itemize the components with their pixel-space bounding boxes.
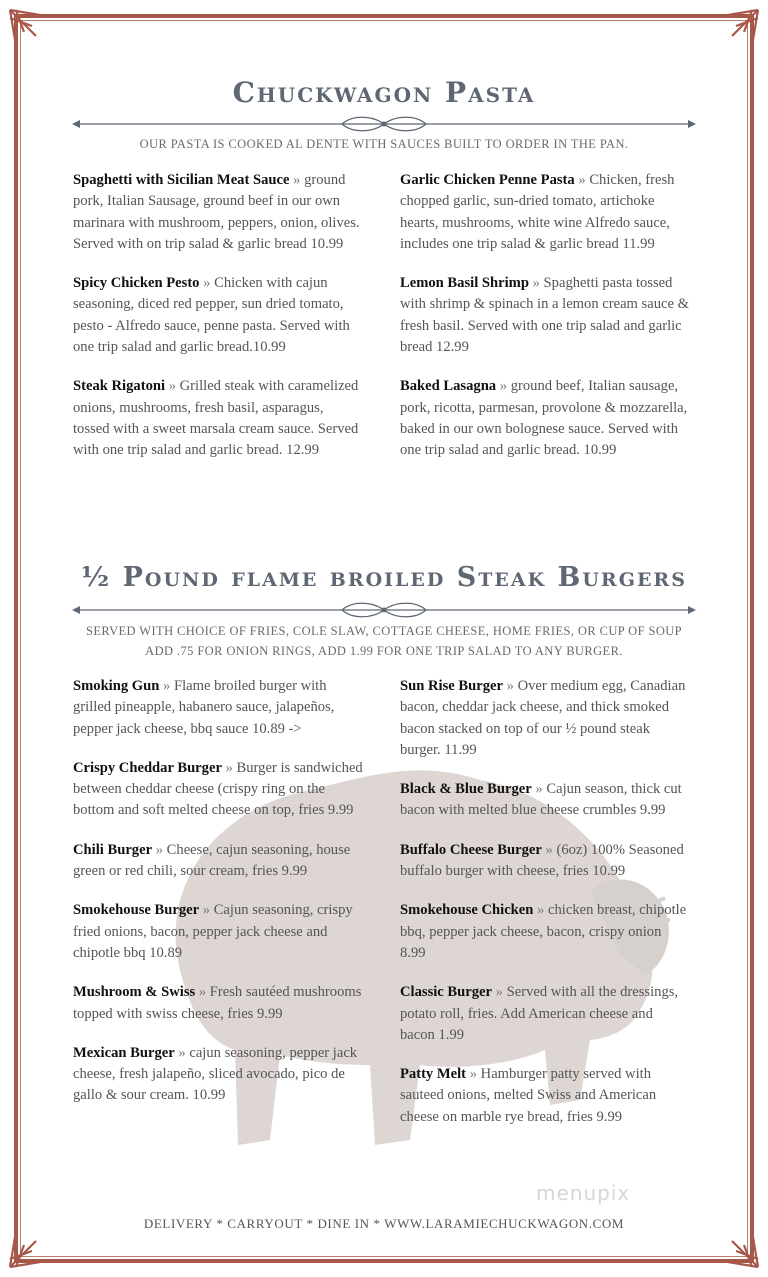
menu-item-description: (6oz) 100% Seasoned buffalo burger with cheese, fries 10.99 <box>400 841 684 880</box>
menu-item-separator: » <box>545 841 553 858</box>
menu-item-name: Mexican Burger <box>73 1044 175 1061</box>
menu-item-name: Spicy Chicken Pesto <box>73 275 200 292</box>
menu-item <box>73 1043 363 1107</box>
menu-item-separator: » <box>535 781 543 798</box>
menu-item-description: Hamburger patty served with sauteed onions, melted Swiss and American cheese on marble rye bread, fries 9.99 <box>400 1066 657 1125</box>
menu-item-name: Patty Melt <box>400 1066 467 1083</box>
menu-item-description: Served with all the dressings, potato roll, fries. Add American cheese and bacon 1.99 <box>400 984 679 1043</box>
menu-item-separator: » <box>495 984 503 1001</box>
menu-item-name: Steak Rigatoni <box>73 378 166 395</box>
burger-section-title: ½ Pound flame broiled Steak Burgers <box>81 562 687 593</box>
menu-item-separator: » <box>537 902 545 919</box>
burger-subtitle-line-1: SERVED WITH CHOICE OF FRIES, COLE SLAW, COTTAGE CHEESE, HOME FRIES, OR CUP OF SOUP <box>85 624 683 638</box>
menu-item-separator: » <box>178 1044 186 1061</box>
menu-item-name: Classic Burger <box>400 984 493 1001</box>
menu-item-description: ground beef, Italian sausage, pork, ricotta, parmesan, provolone & mozzarella, baked in our own bolognese sauce. Served with one trip salad and garlic bread. 10.99 <box>400 378 688 459</box>
menu-item-separator: » <box>202 902 211 919</box>
menu-item <box>73 170 363 255</box>
menu-item <box>73 676 363 740</box>
menu-item-separator: » <box>163 678 171 694</box>
pasta-section-title: Chuckwagon Pasta <box>232 76 536 109</box>
menu-item <box>400 840 690 883</box>
menu-item-name: Mushroom & Swiss <box>73 984 196 1001</box>
menu-item <box>400 900 690 964</box>
menu-item-name: Crispy Cheddar Burger <box>73 759 222 776</box>
burger-left-column <box>73 676 363 1107</box>
menu-item-name: Chili Burger <box>73 841 153 858</box>
pasta-right-column <box>400 170 690 462</box>
menu-item-description: Burger is sandwiched between cheddar cheese (crispy ring on the bottom and soft melted cheese on top, fries 9.99 <box>73 759 363 819</box>
menu-item <box>400 982 690 1046</box>
menu-item <box>400 676 690 761</box>
menu-item-description: chicken breast, chipotle bbq, pepper jack cheese, bacon, crispy onion 8.99 <box>400 902 687 961</box>
menu-item-separator: » <box>293 172 301 188</box>
corner-ornament-top-right <box>702 6 762 66</box>
menu-item <box>73 273 363 358</box>
menu-item-description: Cajun seasoning, crispy fried onions, bacon, pepper jack cheese and chipotle bbq 10.89 <box>73 902 353 961</box>
menu-item-separator: » <box>578 172 586 188</box>
burger-subtitle-line-2: ADD .75 FOR ONION RINGS, ADD 1.99 FOR ONE TRIP SALAD TO ANY BURGER. <box>145 644 623 658</box>
menu-item-name: Baked Lasagna <box>400 378 497 395</box>
menu-item-separator: » <box>155 841 164 858</box>
menu-item <box>400 779 690 822</box>
pasta-section-subtitle: OUR PASTA IS COOKED AL DENTE WITH SAUCES BUILT TO ORDER IN THE PAN. <box>139 137 629 151</box>
menu-item <box>400 273 690 358</box>
menupix-watermark: menupix <box>536 1181 631 1205</box>
menu-item-description: ground pork, Italian Sausage, ground beef in our own marinara with mushroom, peppers, onion, olives. Served with on trip salad & garlic bread 10.99 <box>73 172 360 252</box>
menu-item-separator: » <box>225 759 233 776</box>
menu-item-name: Smokehouse Chicken <box>400 902 534 919</box>
menu-item-name: Smokehouse Burger <box>73 902 200 919</box>
menu-item-name: Garlic Chicken Penne Pasta <box>400 172 575 188</box>
menu-item-separator: » <box>499 378 508 395</box>
menu-item-description: Grilled steak with caramelized onions, mushrooms, fresh basil, asparagus, tossed with a sweet marsala cream sauce. Served with one trip salad and garlic bread. 12.99 <box>73 378 359 459</box>
burger-right-column <box>400 676 690 1128</box>
menu-item-separator: » <box>532 275 540 292</box>
menu-item-separator: » <box>203 275 211 292</box>
menu-item-description: Cajun season, thick cut bacon with melted blue cheese crumbles 9.99 <box>400 781 682 819</box>
menu-item-description: Spaghetti pasta tossed with shrimp & spinach in a lemon cream sauce & fresh basil. Served with one trip salad and garlic bread 12.99 <box>400 275 689 356</box>
menu-item-description: Chicken, fresh chopped garlic, sun-dried tomato, artichoke hearts, mushrooms, white wine Alfredo sauce, includes one trip salad & garlic bread 11.99 <box>400 172 675 252</box>
menu-item <box>400 170 690 255</box>
menu-item-description: Over medium egg, Canadian bacon, cheddar jack cheese, and thick smoked bacon stacked on top of our ½ pound steak burger. 11.99 <box>400 678 686 758</box>
menu-item-description: cajun seasoning, pepper jack cheese, fresh jalapeño, sliced avocado, pico de gallo & sour cream. 10.99 <box>73 1044 358 1104</box>
menu-item <box>400 1064 690 1128</box>
menu-item <box>73 840 363 883</box>
menu-item <box>73 758 363 822</box>
footer-services-website: DELIVERY * CARRYOUT * DINE IN * WWW.LARAMIECHUCKWAGON.COM <box>143 1216 625 1231</box>
menu-item <box>73 376 363 461</box>
menu-item <box>400 376 690 461</box>
menu-item-separator: » <box>506 678 514 694</box>
ornamental-divider <box>72 600 696 620</box>
menu-item-name: Buffalo Cheese Burger <box>400 841 542 858</box>
menu-item-name: Black & Blue Burger <box>400 781 532 798</box>
menu-item-description: Flame broiled burger with grilled pineapple, habanero sauce, jalapeños, pepper jack cheese, bbq sauce 10.89 -> <box>73 678 335 737</box>
menu-item <box>73 982 363 1025</box>
menu-item-name: Sun Rise Burger <box>400 678 503 694</box>
corner-ornament-top-left <box>6 6 66 66</box>
menu-item <box>73 900 363 964</box>
burger-section-subtitle <box>40 621 728 661</box>
menu-item-name: Lemon Basil Shrimp <box>400 275 529 292</box>
menu-item-description: Fresh sautéed mushrooms topped with swiss cheese, fries 9.99 <box>73 984 362 1022</box>
menu-item-description: Chicken with cajun seasoning, diced red pepper, sun dried tomato, pesto - Alfredo sauce, penne pasta. Served with one trip salad and garlic bread.10.99 <box>73 275 350 356</box>
menu-item-name: Spaghetti with Sicilian Meat Sauce <box>73 172 290 188</box>
menu-item-description: Cheese, cajun seasoning, house green or red chili, sour cream, fries 9.99 <box>73 841 351 880</box>
menu-item-name: Smoking Gun <box>73 678 160 694</box>
menu-item-separator: » <box>198 984 207 1001</box>
menu-item-separator: » <box>168 378 176 395</box>
pasta-left-column <box>73 170 363 462</box>
ornamental-divider <box>72 114 696 134</box>
menu-item-separator: » <box>469 1066 477 1083</box>
